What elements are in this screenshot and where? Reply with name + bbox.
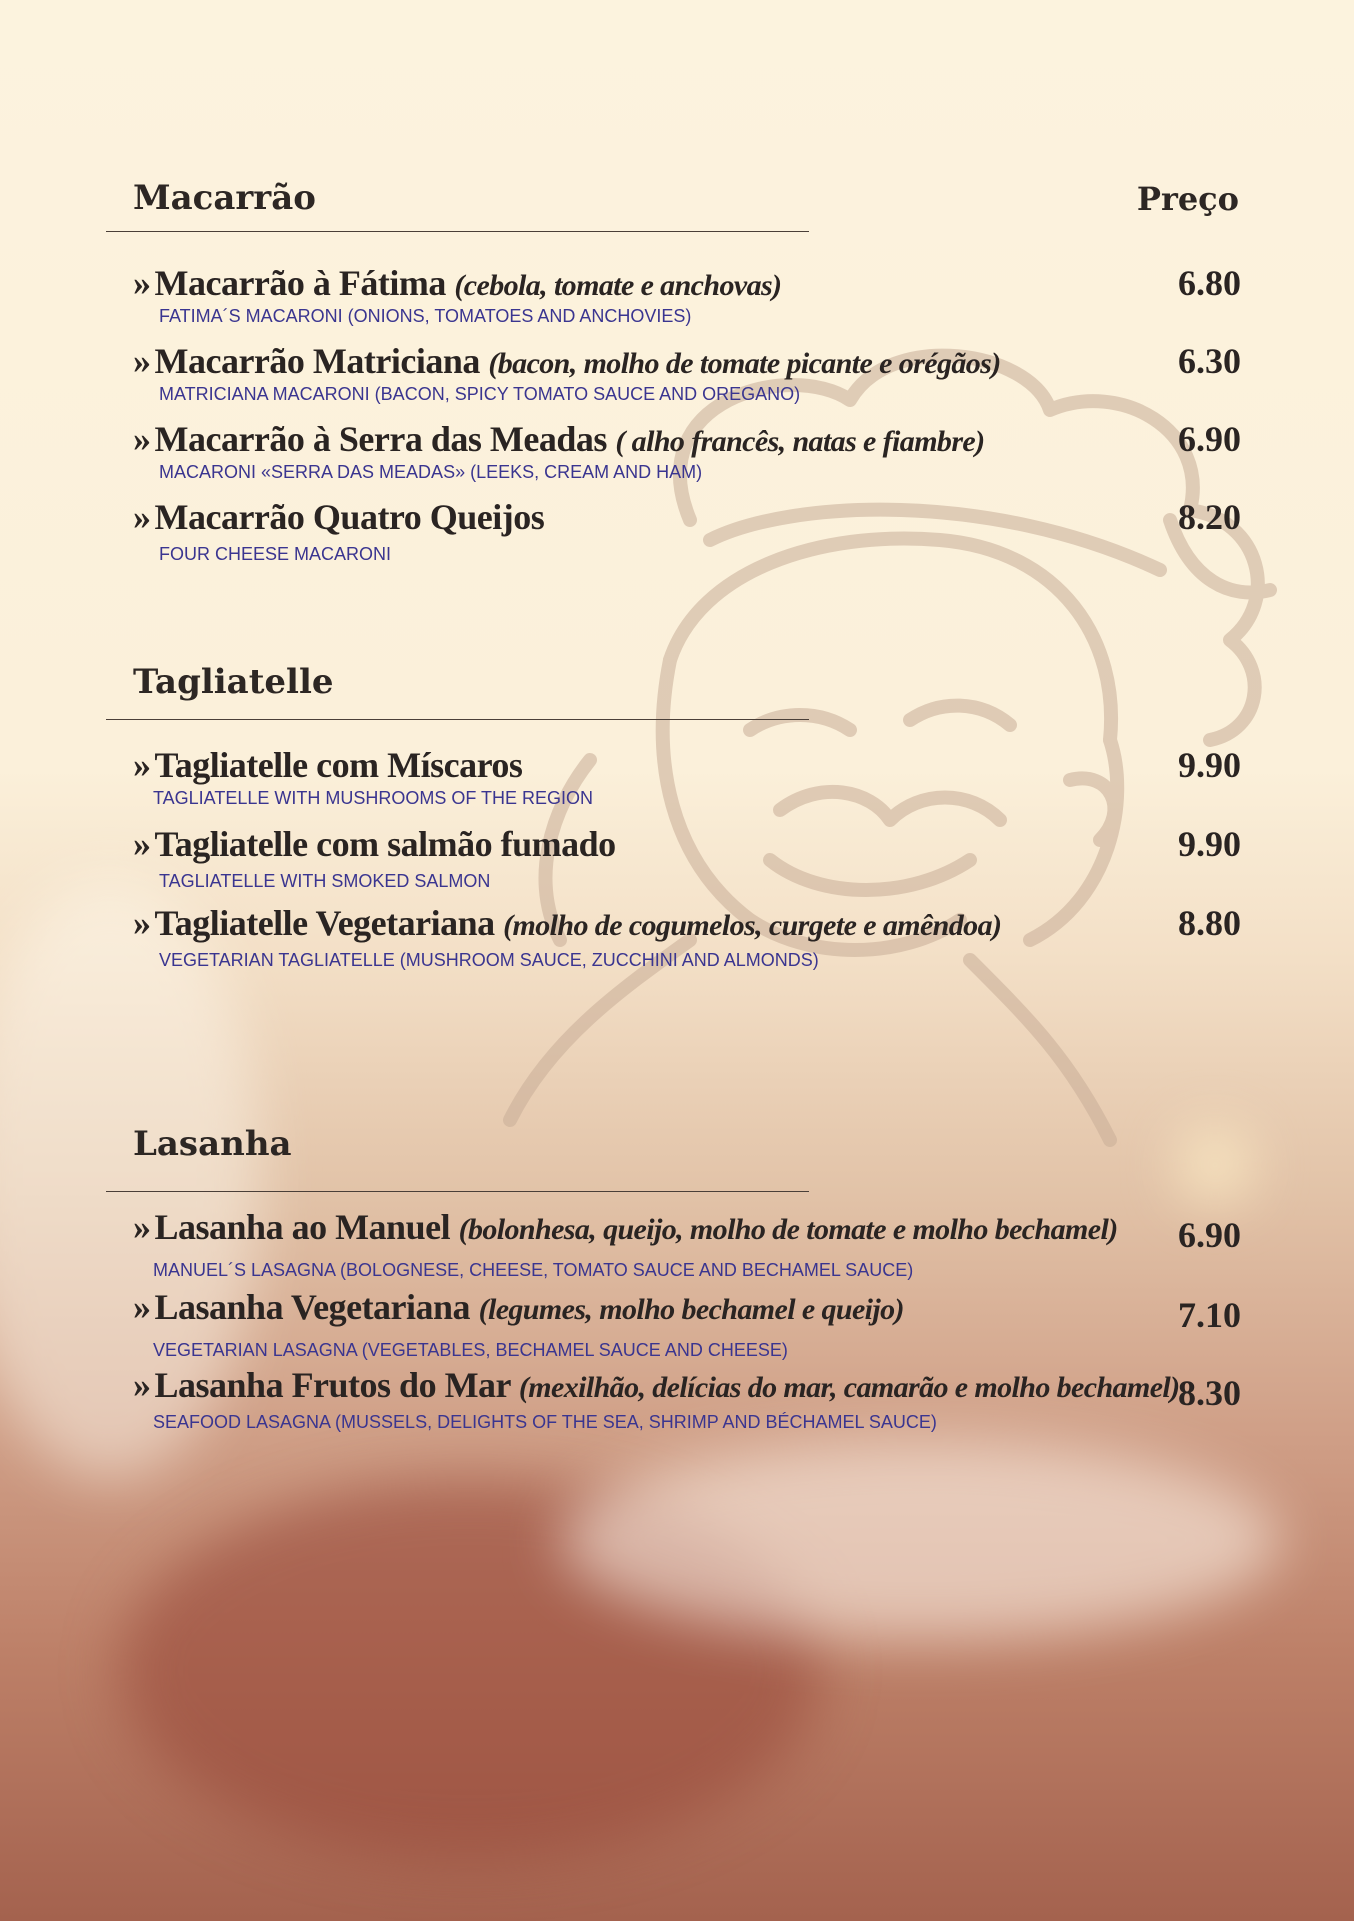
item-name: Lasanha ao Manuel <box>154 1207 451 1247</box>
item-name: Macarrão à Fátima <box>154 263 446 303</box>
item-price: 7.10 <box>1178 1295 1241 1335</box>
item-ingredients: (cebola, tomate e anchovas) <box>454 269 782 302</box>
menu-item <box>133 418 1241 483</box>
item-name: Tagliatelle com salmão fumado <box>154 824 616 864</box>
item-price: 9.90 <box>1178 745 1241 785</box>
menu-item <box>133 262 1241 327</box>
item-price: 8.30 <box>1178 1373 1241 1413</box>
section-title-tagliatelle: Tagliatelle <box>133 662 334 702</box>
item-price: 8.80 <box>1178 903 1241 943</box>
item-name: Macarrão à Serra das Meadas <box>154 419 607 459</box>
item-price: 6.80 <box>1178 263 1241 303</box>
item-english: MATRICIANA MACARONI (BACON, SPICY TOMATO SAUCE AND OREGANO) <box>159 384 801 404</box>
bullet-marker: » <box>133 419 151 459</box>
menu-item <box>133 1286 1241 1361</box>
price-column-header: Preço <box>1136 180 1239 218</box>
item-ingredients: (bacon, molho de tomate picante e orégãos) <box>488 347 1001 380</box>
item-name: Tagliatelle com Míscaros <box>154 745 523 785</box>
item-price: 6.90 <box>1178 419 1241 459</box>
item-ingredients: ( alho francês, natas e fiambre) <box>615 425 985 458</box>
bullet-marker: » <box>133 341 151 381</box>
item-name: Tagliatelle Vegetariana <box>154 903 495 943</box>
menu-item <box>133 496 1241 565</box>
item-ingredients: (molho de cogumelos, curgete e amêndoa) <box>503 909 1002 942</box>
bullet-marker: » <box>133 1365 151 1405</box>
menu-item <box>133 823 1241 892</box>
bullet-marker: » <box>133 1287 151 1327</box>
bullet-marker: » <box>133 745 151 785</box>
bullet-marker: » <box>133 824 151 864</box>
bullet-marker: » <box>133 1207 151 1247</box>
item-name-line <box>133 1286 1241 1328</box>
bullet-marker: » <box>133 263 151 303</box>
item-price: 9.90 <box>1178 824 1241 864</box>
item-ingredients: (bolonhesa, queijo, molho de tomate e molho bechamel) <box>458 1213 1118 1246</box>
item-ingredients: (mexilhão, delícias do mar, camarão e molho bechamel) <box>518 1371 1180 1404</box>
section-divider <box>106 231 809 232</box>
item-name: Macarrão Matriciana <box>154 341 480 381</box>
section-divider <box>106 719 809 720</box>
item-price: 8.20 <box>1178 497 1241 537</box>
item-english: MANUEL´S LASAGNA (BOLOGNESE, CHEESE, TOMATO SAUCE AND BECHAMEL SAUCE) <box>153 1260 914 1280</box>
item-english: FOUR CHEESE MACARONI <box>159 544 392 564</box>
bullet-marker: » <box>133 497 151 537</box>
section-title-lasanha: Lasanha <box>133 1124 292 1164</box>
section-title-macarrao: Macarrão <box>133 178 316 218</box>
item-name-line <box>133 902 1241 944</box>
item-english: VEGETARIAN TAGLIATELLE (MUSHROOM SAUCE, ZUCCHINI AND ALMONDS) <box>159 950 819 970</box>
item-ingredients: (legumes, molho bechamel e queijo) <box>478 1293 904 1326</box>
item-name-line <box>133 1364 1241 1406</box>
item-name-line <box>133 823 1241 865</box>
item-english: SEAFOOD LASAGNA (MUSSELS, DELIGHTS OF THE SEA, SHRIMP AND BÉCHAMEL SAUCE) <box>153 1412 937 1432</box>
item-name: Macarrão Quatro Queijos <box>154 497 545 537</box>
menu-item <box>133 340 1241 405</box>
item-english: FATIMA´S MACARONI (ONIONS, TOMATOES AND ANCHOVIES) <box>159 306 692 326</box>
item-name: Lasanha Vegetariana <box>154 1287 471 1327</box>
item-name-line <box>133 1206 1241 1248</box>
item-name-line <box>133 418 1241 460</box>
menu-item <box>133 1206 1241 1281</box>
item-name-line <box>133 744 1241 786</box>
item-english: TAGLIATELLE WITH MUSHROOMS OF THE REGION <box>153 788 594 808</box>
menu-item <box>133 902 1241 971</box>
menu-item <box>133 1364 1241 1433</box>
item-english: MACARONI «SERRA DAS MEADAS» (LEEKS, CREAM AND HAM) <box>159 462 703 482</box>
item-english: TAGLIATELLE WITH SMOKED SALMON <box>159 871 491 891</box>
item-english: VEGETARIAN LASAGNA (VEGETABLES, BECHAMEL SAUCE AND CHEESE) <box>153 1340 788 1360</box>
item-name: Lasanha Frutos do Mar <box>154 1365 511 1405</box>
item-price: 6.30 <box>1178 341 1241 381</box>
item-price: 6.90 <box>1178 1215 1241 1255</box>
menu-item <box>133 744 1241 809</box>
item-name-line <box>133 262 1241 304</box>
background-plate-blur <box>560 1440 1280 1640</box>
item-name-line <box>133 340 1241 382</box>
section-divider <box>106 1191 809 1192</box>
item-name-line <box>133 496 1241 538</box>
bullet-marker: » <box>133 903 151 943</box>
